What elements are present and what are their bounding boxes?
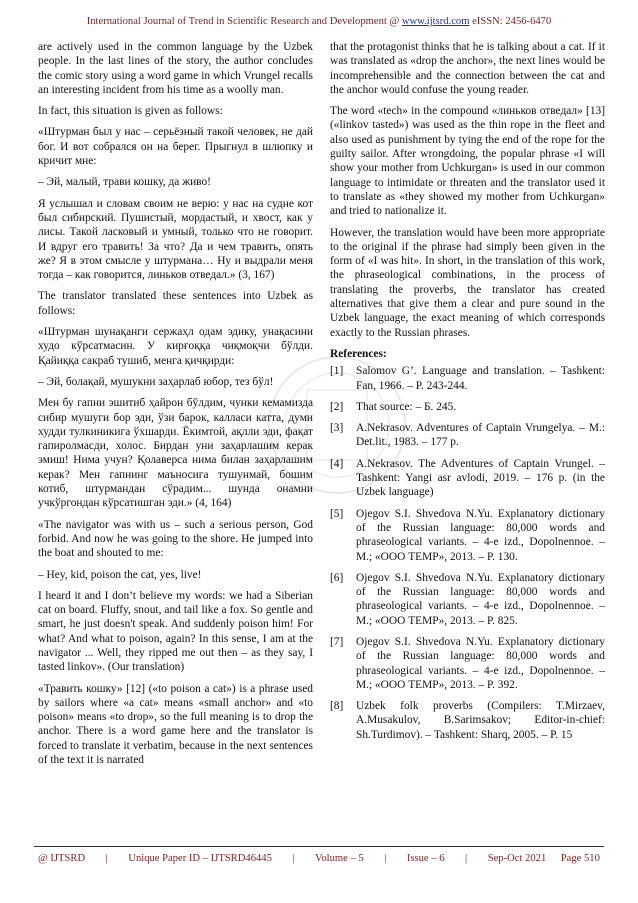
reference-text: Uzbek folk proverbs (Compilers: T.Mirzaev, A.Musakulov, B.Sarimsakov; Editor-in-chief: Sh.Turdimov). – Tashkent: Sharq, 2005. – P. 15 bbox=[356, 700, 605, 741]
references-heading: References: bbox=[330, 347, 387, 360]
paragraph: The translator translated these sentences into Uzbek as follows: bbox=[38, 290, 313, 317]
footer-separator: | bbox=[292, 853, 295, 864]
footer-paper-id: Unique Paper ID – IJTSRD46445 bbox=[128, 853, 272, 864]
footer-divider bbox=[34, 846, 604, 847]
paragraph: are actively used in the common language by the Uzbek people. In the last lines of the story, the author concludes the comic story using a word game in which Vrungel recalls an interesting incident from his time as a woolly man. bbox=[38, 41, 313, 96]
footer-volume: Volume – 5 bbox=[315, 853, 364, 864]
paragraph: In fact, this situation is given as follows: bbox=[38, 105, 223, 118]
left-column bbox=[38, 40, 313, 774]
uzbek-quote: – Эй, болақай, мушукни заҳарлаб юбор, тез бўл! bbox=[38, 375, 274, 388]
reference-item bbox=[330, 507, 605, 564]
footer-issue: Issue – 6 bbox=[406, 853, 445, 864]
journal-header bbox=[0, 16, 638, 27]
footer-separator: | bbox=[384, 853, 387, 864]
russian-quote: «Штурман был у нас – серьёзный такой человек, не дай бог. И вот собрался он на берег. Прыгнул в шлюпку и кричит мне: bbox=[38, 126, 313, 168]
english-quote: I heard it and I don’t believe my words: we had a Siberian cat on board. Fluffy, snout, and tail like a fox. So gentle and smart, he just doesn't speak. And suddenly poison him! For what? And what to poison, again? In this sense, I am at the navigator ... Well, they ripped me out then – as they say, I tasted linkov». (Our translation) bbox=[38, 589, 313, 674]
reference-number: [4] bbox=[330, 457, 344, 470]
uzbek-quote: Мен бу гапни эшитиб ҳайрон бўлдим, чунки кемамизда сибир мушуги бор эди, ўзи барок, калласи катта, думи худди тулкиникига ўхшарди. Ёкимтой, ақлли эди, фақат гапиролмасди, холос. Бирдан уни заҳарлашим керак эмиш! Нима учун? Қолаверса нима билан заҳарлашим керак? Мен гапнинг маъносига тушунмай, бошим котиб, штурмандан сўрадим... шунда онамни учкўргондан кўрсатишган эди.» (4, 164) bbox=[38, 397, 313, 510]
reference-text: A.Nekrasov. Adventures of Captain Vrungelya. – M.: Det.lit., 1983. – 177 p. bbox=[356, 422, 605, 449]
reference-number: [6] bbox=[330, 571, 344, 584]
paragraph: «Травить кошку» [12] («to poison a cat») is a phrase used by sailors where «a cat» means «small anchor» and «to poison» means «to drop», so the full meaning is to drop the anchor. There is a word game here and the translator is forced to translate it verbatim, because in the next sentences of the text it is narrated bbox=[38, 682, 313, 767]
reference-item bbox=[330, 421, 605, 450]
reference-number: [2] bbox=[330, 400, 344, 413]
paragraph: that the protagonist thinks that he is talking about a cat. If it was translated as «drop the anchor», the next lines would be incomprehensible and the connection between the cat and the anchor would confuse the young reader. bbox=[330, 41, 605, 96]
reference-item bbox=[330, 457, 605, 500]
footer-separator: | bbox=[105, 853, 108, 864]
journal-link[interactable]: www.ijtsrd.com bbox=[401, 16, 470, 27]
reference-text: A.Nekrasov. The Adventures of Captain Vrungel. – Tashkent: Yangi asr avlodi, 2019. – 176 p. (in the Uzbek language) bbox=[356, 457, 605, 499]
reference-text: That source: – Б. 245. bbox=[356, 400, 457, 413]
reference-number: [5] bbox=[330, 507, 344, 520]
reference-text: Salomov G’. Language and translation. – Tashkent: Fan, 1966. – P. 243-244. bbox=[356, 365, 605, 392]
page-footer bbox=[38, 853, 600, 864]
reference-item bbox=[330, 699, 605, 742]
english-quote: – Hey, kid, poison the cat, yes, live! bbox=[38, 568, 202, 581]
reference-number: [7] bbox=[330, 635, 344, 648]
reference-item bbox=[330, 571, 605, 628]
reference-number: [1] bbox=[330, 365, 344, 378]
footer-separator: | bbox=[465, 853, 468, 864]
russian-quote: Я услышал и словам своим не верю: у нас на судне кот был сибирский. Пушистый, мордастый, и хвост, как у лисы. Такой ласковый и умный, только что не говорит. И вдруг его травить! За что? Да и чем травить, опять же? Я в этом смысле у штурмана… Ну и выдрали меня тогда – как говорится, линьков отведал.» (3, 167) bbox=[38, 197, 313, 282]
reference-item bbox=[330, 400, 605, 414]
reference-text: Ojegov S.I. Shvedova N.Yu. Explanatory dictionary of the Russian language: 80,000 words and phraseological variants. – 4-e izd., Dopolnennoe. – M.; «ООО TEMP», 2013. – P. 825. bbox=[356, 571, 605, 627]
header-prefix: International Journal of Trend in Scientific Research and Development @ bbox=[86, 16, 402, 27]
english-quote: «The navigator was with us – such a serious person, God forbid. And now he was going to the shore. He jumped into the boat and shouted to me: bbox=[38, 518, 313, 560]
russian-quote: – Эй, малый, трави кошку, да живо! bbox=[38, 176, 211, 189]
paragraph: However, the translation would have been more appropriate to the original if the phrase had simply been given in the form of «I was hit». In short, in the translation of this work, the phraseological combinations, in the process of translating the proverbs, the translator has created alternatives that give them a clear and pure sound in the Uzbek language, the exact meaning of which corresponds exactly to the Russian phrases. bbox=[330, 226, 605, 339]
footer-date: Sep-Oct 2021 bbox=[487, 853, 547, 864]
reference-number: [3] bbox=[330, 422, 344, 435]
paragraph: The word «tech» in the compound «линьков отведал» [13] («linkov tasted») was used as the thin rope in the fleet and also used as punishment by tying the end of the rope for the guilty sailor. After wrongdoing, the popular phrase «I will show your mother from Uchkurgan» is used in our common language to intimidate or threaten and the translator used it to translate as «they showed my mother from Uchkurgan» and tried to nationalize it. bbox=[330, 105, 605, 218]
reference-item bbox=[330, 364, 605, 393]
reference-text: Ojegov S.I. Shvedova N.Yu. Explanatory dictionary of the Russian language: 80,000 words and phraseological variants. – 4-e izd., Dopolnennoe. – M.; «ООО TEMP», 2013. – P. 392. bbox=[356, 635, 605, 691]
footer-journal: @ IJTSRD bbox=[38, 853, 86, 864]
header-suffix: eISSN: 2456-6470 bbox=[469, 16, 552, 27]
footer-page: Page 510 bbox=[560, 853, 600, 864]
reference-text: Ojegov S.I. Shvedova N.Yu. Explanatory dictionary of the Russian language: 80,000 words and phraseological variants. – 4-e izd., Dopolnennoe. – M.; «ООО TEMP», 2013. – P. 130. bbox=[356, 507, 605, 563]
right-column bbox=[330, 40, 605, 749]
reference-item bbox=[330, 635, 605, 692]
reference-number: [8] bbox=[330, 700, 344, 713]
uzbek-quote: «Штурман шунақанги сержаҳл одам эдику, унақасини худо кўрсатмасин. У кирғоққа чиқмоқчи бўлди. Қайиққа сакраб тушиб, менга қичқирди: bbox=[38, 326, 313, 367]
